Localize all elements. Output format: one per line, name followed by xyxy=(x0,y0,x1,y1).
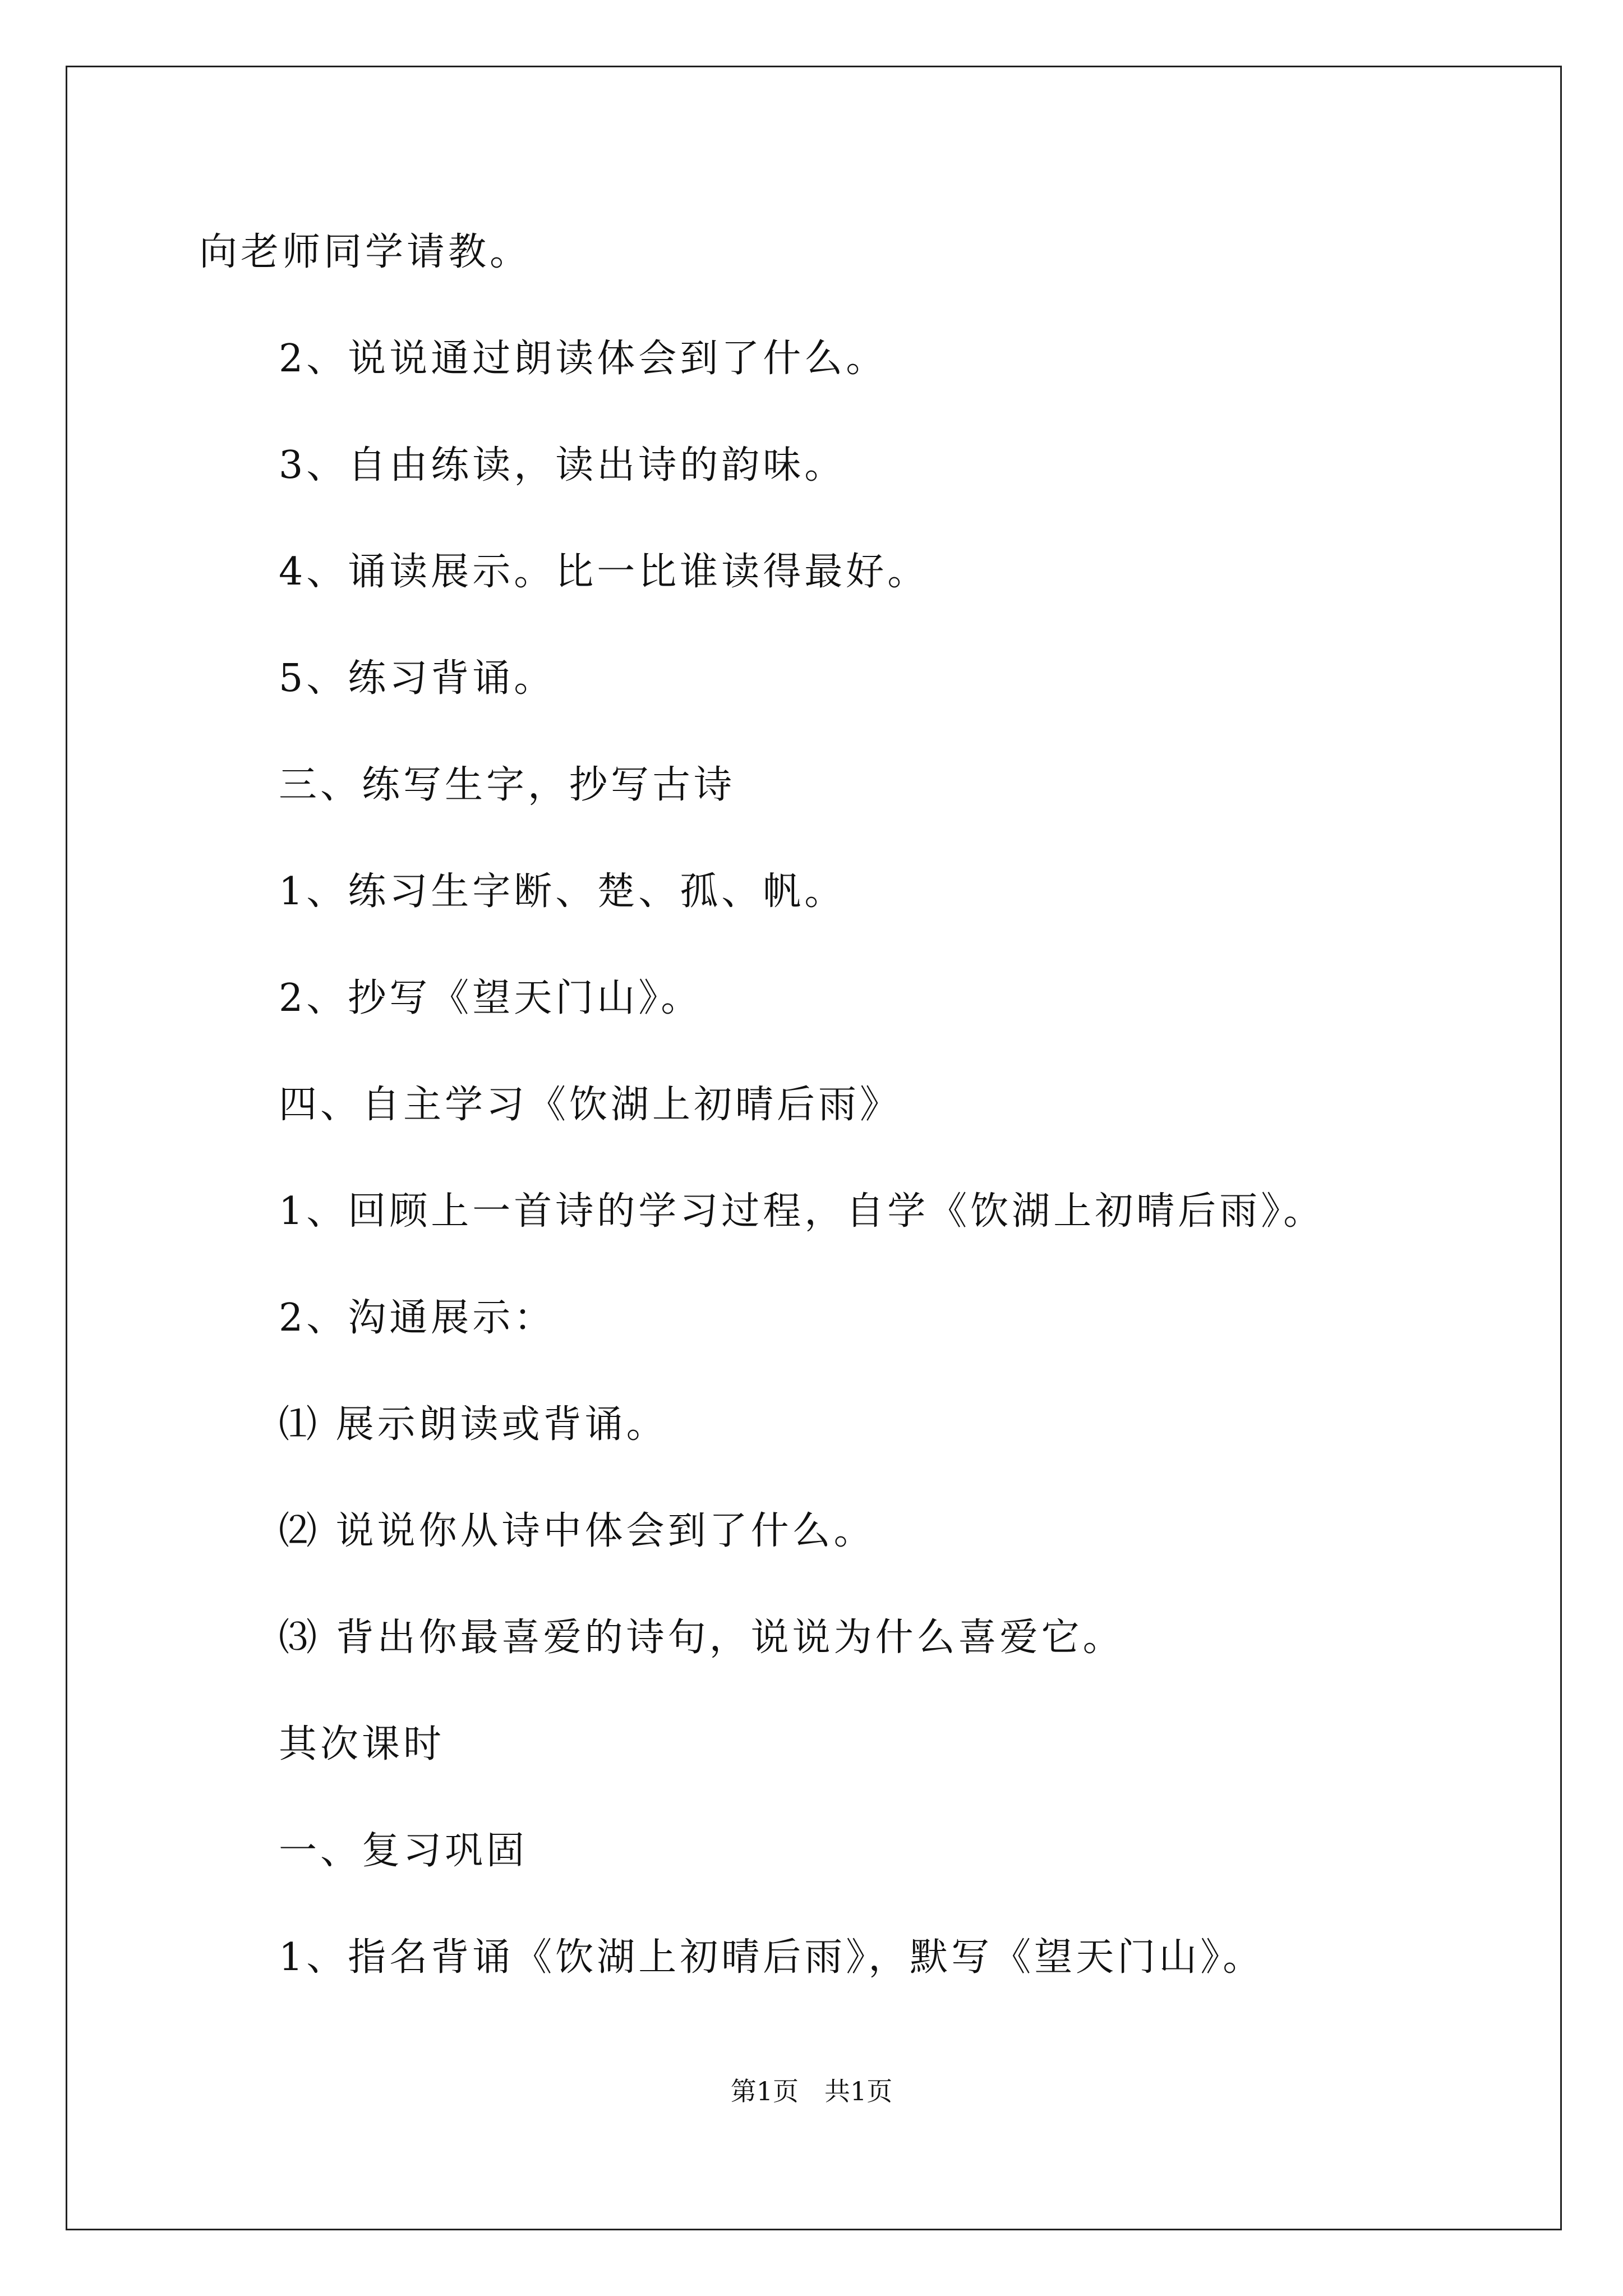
page-total: 共1页 xyxy=(824,2076,893,2106)
body-line-subitem: ⑶ 背出你最喜爱的诗句，说说为什么喜爱它。 xyxy=(279,1616,1124,1660)
body-line-item: 2、说说通过朗读体会到了什么。 xyxy=(279,337,888,381)
page-number: 第1页 xyxy=(730,2076,799,2106)
page-border xyxy=(66,66,1562,2230)
body-line-item: 2、沟通展示： xyxy=(279,1296,556,1340)
body-line-item: 1、指名背诵《饮湖上初晴后雨》，默写《望天门山》。 xyxy=(279,1935,1265,1980)
body-line-item: 2、抄写《望天门山》。 xyxy=(279,976,703,1020)
body-line-item: 1、回顾上一首诗的学习过程，自学《饮湖上初晴后雨》。 xyxy=(279,1189,1325,1234)
body-line-subitem: ⑴ 展示朗读或背诵。 xyxy=(279,1402,668,1447)
body-line-item: 1、练习生字断、楚、孤、帆。 xyxy=(279,869,846,914)
body-line-item: 4、诵读展示。比一比谁读得最好。 xyxy=(279,550,929,594)
body-line-subitem: ⑵ 说说你从诗中体会到了什么。 xyxy=(279,1509,875,1553)
section-heading: 一、复习巩固 xyxy=(279,1829,528,1873)
page-footer xyxy=(0,2076,1623,2107)
section-heading: 四、自主学习《饮湖上初晴后雨》 xyxy=(279,1083,902,1127)
body-line-item: 5、练习背诵。 xyxy=(279,656,556,701)
body-line-item: 3、自由练读，读出诗的韵味。 xyxy=(279,443,846,487)
lesson-heading: 其次课时 xyxy=(279,1722,445,1766)
body-line-continuation: 向老师同学请教。 xyxy=(199,230,532,274)
section-heading: 三、练写生字，抄写古诗 xyxy=(279,763,736,807)
